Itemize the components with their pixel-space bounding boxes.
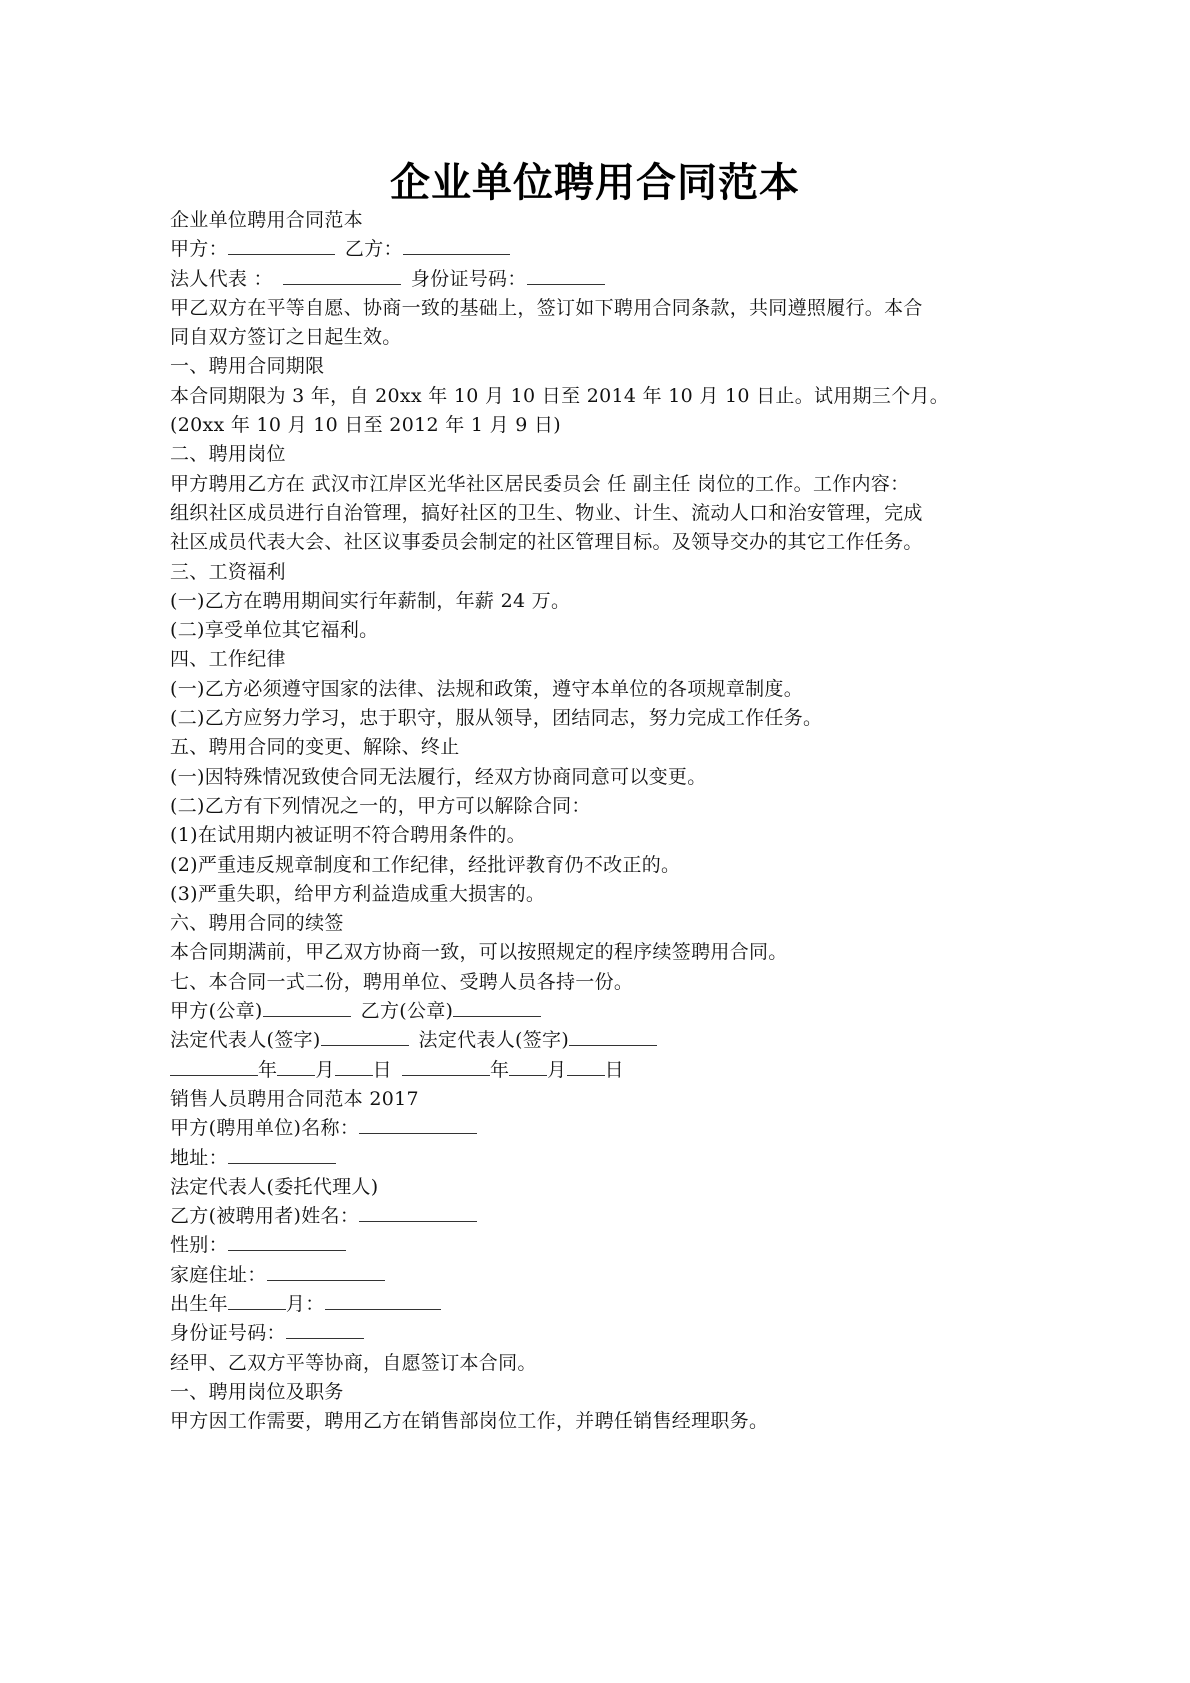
section-1-line-1: 本合同期限为 3 年，自 20xx 年 10 月 10 日至 2014 年 10 月 10 日止。试用期三个月。 <box>170 384 950 407</box>
section-1-heading: 一、聘用合同期限 <box>170 355 325 378</box>
id-number-blank[interactable] <box>527 266 605 285</box>
section-2-line-2: 组织社区成员进行自治管理，搞好社区的卫生、物业、计生、流动人口和治安管理，完成 <box>170 501 923 524</box>
home-address-line <box>170 1261 1020 1290</box>
second-contract-title: 销售人员聘用合同范本 2017 <box>170 1087 419 1110</box>
second-section-1-line-1: 甲方因工作需要，聘用乙方在销售部岗位工作，并聘任销售经理职务。 <box>170 1410 769 1433</box>
agreement-line: 经甲、乙双方平等协商，自愿签订本合同。 <box>170 1351 537 1374</box>
section-2-heading: 二、聘用岗位 <box>170 443 286 466</box>
employee-id-label: 身份证号码： <box>170 1322 286 1345</box>
date-a-year-label: 年 <box>258 1058 278 1081</box>
party-a-blank[interactable] <box>228 236 335 255</box>
section-4-item-1: (一)乙方必须遵守国家的法律、法规和政策，遵守本单位的各项规章制度。 <box>170 677 804 700</box>
address-blank[interactable] <box>228 1145 336 1164</box>
second-section-1-heading: 一、聘用岗位及职务 <box>170 1380 344 1403</box>
date-a-day-blank[interactable] <box>335 1057 373 1076</box>
party-b-label: 乙方： <box>344 238 403 261</box>
document-body <box>170 206 1020 1436</box>
date-b-year-label: 年 <box>489 1058 510 1081</box>
birth-year-blank[interactable] <box>228 1291 286 1310</box>
employer-name-line <box>170 1114 1020 1143</box>
legal-rep-sign-a-blank[interactable] <box>321 1027 409 1046</box>
date-b-day-label: 日 <box>604 1058 624 1081</box>
legal-sign-line <box>170 1026 1020 1055</box>
party-a-label: 甲方： <box>170 238 228 261</box>
address-label: 地址： <box>170 1146 228 1169</box>
birth-year-label: 出生年 <box>170 1292 228 1315</box>
subtitle: 企业单位聘用合同范本 <box>170 209 364 231</box>
date-a-month-label: 月 <box>315 1058 335 1081</box>
legal-rep-blank[interactable] <box>283 266 401 285</box>
section-5-sub-1: (1)在试用期内被证明不符合聘用条件的。 <box>170 824 526 847</box>
home-address-blank[interactable] <box>267 1262 385 1281</box>
employee-id-blank[interactable] <box>286 1320 364 1339</box>
section-5-sub-3: (3)严重失职，给甲方利益造成重大损害的。 <box>170 882 546 905</box>
employee-name-line <box>170 1202 1020 1231</box>
date-a-day-label: 日 <box>372 1058 392 1081</box>
section-5-heading: 五、聘用合同的变更、解除、终止 <box>170 736 460 759</box>
document-title: 企业单位聘用合同范本 <box>390 159 800 206</box>
section-6-line-1: 本合同期满前，甲乙双方协商一致，可以按照规定的程序续签聘用合同。 <box>170 941 788 964</box>
section-5-item-2: (二)乙方有下列情况之一的，甲方可以解除合同： <box>170 794 591 817</box>
date-line <box>170 1056 1020 1085</box>
section-4-heading: 四、工作纪律 <box>170 648 286 671</box>
gender-line <box>170 1231 1020 1260</box>
legal-rep-label: 法人代表 ： <box>170 267 273 290</box>
legal-rep-sign-a-label: 法定代表人(签字) <box>170 1029 321 1052</box>
parties-line <box>170 235 1020 264</box>
employee-name-label: 乙方(被聘用者)姓名： <box>170 1205 360 1228</box>
employer-name-blank[interactable] <box>359 1115 477 1134</box>
birth-line <box>170 1290 1020 1319</box>
section-6-heading: 六、聘用合同的续签 <box>170 912 344 935</box>
section-3-item-1: (一)乙方在聘用期间实行年薪制，年薪 24 万。 <box>170 589 571 612</box>
gender-label: 性别： <box>170 1234 228 1257</box>
section-2-line-3: 社区成员代表大会、社区议事委员会制定的社区管理目标。及领导交办的其它工作任务。 <box>170 531 923 554</box>
section-1-line-2: (20xx 年 10 月 10 日至 2012 年 1 月 9 日) <box>170 414 561 437</box>
section-5-item-1: (一)因特殊情况致使合同无法履行，经双方协商同意可以变更。 <box>170 765 707 788</box>
legal-rep-line <box>170 265 1020 294</box>
party-a-seal-blank[interactable] <box>263 998 351 1017</box>
section-4-item-2: (二)乙方应努力学习，忠于职守，服从领导，团结同志，努力完成工作任务。 <box>170 707 823 730</box>
legal-rep-sign-b-blank[interactable] <box>569 1027 657 1046</box>
party-b-seal-label: 乙方(公章) <box>360 1000 454 1023</box>
employee-id-line <box>170 1319 1020 1348</box>
employer-name-label: 甲方(聘用单位)名称： <box>170 1117 360 1140</box>
party-a-seal-label: 甲方(公章) <box>170 1000 263 1023</box>
legal-rep-sign-b-label: 法定代表人(签字) <box>418 1029 570 1052</box>
seal-line <box>170 997 1020 1026</box>
date-b-year-blank[interactable] <box>402 1057 490 1076</box>
birth-month-blank[interactable] <box>325 1291 441 1310</box>
section-5-sub-2: (2)严重违反规章制度和工作纪律，经批评教育仍不改正的。 <box>170 853 681 876</box>
date-b-month-label: 月 <box>547 1058 567 1081</box>
date-b-day-blank[interactable] <box>567 1057 605 1076</box>
intro-line-2: 同自双方签订之日起生效。 <box>170 326 402 349</box>
id-number-label: 身份证号码： <box>410 267 527 290</box>
birth-month-label: 月： <box>285 1292 325 1315</box>
section-3-heading: 三、工资福利 <box>170 560 286 583</box>
section-2-line-1: 甲方聘用乙方在 武汉市江岸区光华社区居民委员会 任 副主任 岗位的工作。工作内容： <box>170 472 910 495</box>
intro-line-1: 甲乙双方在平等自愿、协商一致的基础上，签订如下聘用合同条款，共同遵照履行。本合 <box>170 296 923 319</box>
party-b-seal-blank[interactable] <box>453 998 541 1017</box>
employee-name-blank[interactable] <box>359 1203 477 1222</box>
address-line <box>170 1144 1020 1173</box>
section-7-heading: 七、本合同一式二份，聘用单位、受聘人员各持一份。 <box>170 970 634 993</box>
section-3-item-2: (二)享受单位其它福利。 <box>170 619 379 642</box>
legal-rep-agent-line: 法定代表人(委托代理人) <box>170 1175 379 1198</box>
gender-blank[interactable] <box>228 1232 346 1251</box>
date-a-year-blank[interactable] <box>170 1057 258 1076</box>
date-a-month-blank[interactable] <box>277 1057 315 1076</box>
party-b-blank[interactable] <box>403 236 510 255</box>
home-address-label: 家庭住址： <box>170 1263 267 1286</box>
date-b-month-blank[interactable] <box>509 1057 547 1076</box>
